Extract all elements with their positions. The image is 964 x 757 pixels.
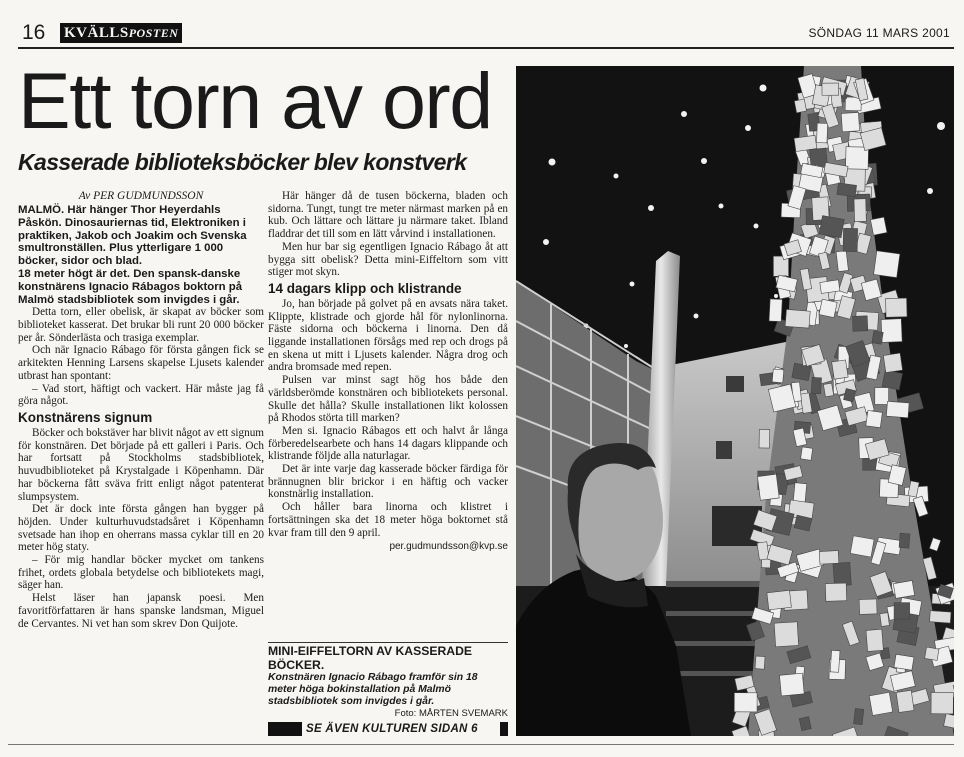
book-page bbox=[883, 353, 902, 372]
paragraph: Böcker och bokstäver har blivit något av ett signum för konstnären. Det började på ett galleri i Paris. Och har fortsatt på Stockholms stadsbibliotek, huvudbiblioteket på Krystalgade i Köpenhamn. Där har böckerna fått sväva fritt enligt något patenterat slumpsystem. bbox=[18, 427, 264, 503]
book-page bbox=[866, 410, 883, 427]
photo-credit: Foto: MÅRTEN SVEMARK bbox=[394, 708, 508, 720]
book-page bbox=[872, 331, 883, 344]
book-page bbox=[755, 656, 765, 669]
paragraph: Här hänger då de tusen böckerna, bladen och sidorna. Tungt, tungt tre meter närmast marken på en kub. Och lättare och lättare ju närmare taket. Ibland fladdrar det till som en lätt vårvind i installationen. bbox=[268, 190, 508, 241]
section-heading: 14 dagars klipp och klistrande bbox=[268, 280, 462, 296]
book-page bbox=[830, 650, 840, 672]
book-page bbox=[817, 123, 828, 143]
lead-paragraph-2: 18 meter högt är det. Den spansk-danske konstnärens Ignacio Rábagos boktorn på Malmö stadsbibliotek som invigdes i går. bbox=[18, 267, 243, 306]
book-page bbox=[794, 99, 806, 113]
book-page bbox=[869, 692, 892, 715]
book-page bbox=[825, 583, 846, 601]
paragraph: – För mig handlar böcker mycket om tankens frihet, ordets globala betydelse och bibliotekets magi, säger han. bbox=[18, 554, 264, 592]
book-page bbox=[822, 83, 839, 95]
footer-rule bbox=[8, 744, 954, 745]
caption-rule bbox=[268, 642, 508, 643]
paragraph: Men hur bar sig egentligen Ignacio Rábago åt att bygga sitt obelisk? Detta mini-Eiffeltorn som vitt stiger mot skyn. bbox=[268, 240, 508, 279]
book-page bbox=[734, 693, 757, 712]
book-page bbox=[930, 611, 952, 623]
article-photo bbox=[516, 66, 954, 736]
book-page bbox=[931, 692, 953, 713]
paragraph: Men si. Ignacio Rábagos ett och halvt år långa förberedelsearbete och hans 14 dagars klippande och klistrande följde alla naturlagar. bbox=[268, 424, 508, 463]
book-page bbox=[823, 383, 833, 397]
paragraph: Pulsen var minst sagt hög hos både den världsberömde konstnären och bibliotekets personal. Skulle det hålla? Skulle installationen likt kolossen på Rhodos störta till marken? bbox=[268, 374, 508, 425]
book-page bbox=[772, 369, 784, 383]
ref-bar-left-block bbox=[268, 722, 302, 736]
book-page bbox=[833, 562, 851, 586]
photo-caption bbox=[268, 645, 508, 720]
book-page bbox=[845, 97, 861, 111]
caption-body: Konstnären Ignacio Rábago framför sin 18 meter höga bokinstallation på Malmö stadsbibliotek som invigdes i går. bbox=[268, 672, 478, 707]
book-page bbox=[836, 251, 848, 272]
book-page bbox=[875, 388, 889, 405]
book-page bbox=[881, 319, 902, 343]
byline: Av PER GUDMUNDSSON bbox=[78, 190, 204, 202]
book-page bbox=[854, 708, 864, 724]
book-page bbox=[894, 603, 910, 619]
book-tower-photo-icon bbox=[516, 66, 954, 736]
book-page bbox=[899, 533, 910, 548]
book-page bbox=[866, 629, 883, 651]
paragraph: Detta torn, eller obelisk, är skapat av böcker som biblioteket kasserat. Det brukar bli runt 20 000 böcker per år. Sönderlästa och trasiga exemplar. bbox=[18, 306, 264, 344]
book-page bbox=[819, 299, 837, 317]
book-page bbox=[896, 690, 914, 712]
book-page bbox=[882, 370, 902, 390]
caption-title: MINI-EIFFELTORN AV KASSERADE BÖCKER. bbox=[268, 644, 473, 672]
book-page bbox=[774, 622, 798, 647]
section-heading: Konstnärens signum bbox=[18, 410, 153, 425]
headline: Ett torn av ord bbox=[18, 56, 492, 145]
book-page bbox=[757, 474, 779, 500]
caption-text bbox=[268, 672, 508, 720]
book-page bbox=[886, 298, 907, 317]
page-number: 16 bbox=[22, 21, 46, 44]
paragraph: Och när Ignacio Rábago för första gången fick se arkitekten Henning Larsens skapelse Ljusets kalender utbrast han spontant: bbox=[18, 344, 264, 382]
paragraph: Helst läser han japansk poesi. Men favoritförfattaren är hans spanske landsman, Miguel de Cervantes. Ni vet han som skrev Don Quijote. bbox=[18, 592, 264, 630]
book-page bbox=[852, 316, 867, 331]
book-page bbox=[801, 447, 813, 460]
book-page bbox=[832, 360, 848, 379]
book-page bbox=[925, 647, 939, 660]
book-page bbox=[894, 654, 914, 670]
masthead-part2: POSTEN bbox=[128, 26, 179, 40]
book-page bbox=[769, 299, 782, 322]
book-page bbox=[811, 377, 821, 393]
book-page bbox=[874, 251, 900, 278]
paragraph: Det är dock inte första gången han bygger på höjden. Under kulturhuvudstadsåret i Köpenhamn svetsade han ihop en oherrans massa cyklar till en 20 meter hög staty. bbox=[18, 503, 264, 554]
book-page bbox=[870, 217, 887, 235]
book-page bbox=[859, 599, 877, 614]
book-page bbox=[837, 183, 857, 197]
book-page bbox=[880, 613, 890, 627]
book-page bbox=[810, 148, 828, 167]
book-page bbox=[819, 216, 844, 238]
book-page bbox=[820, 280, 840, 294]
article-column-middle bbox=[268, 190, 508, 553]
masthead-part1: KVÄLLS bbox=[64, 25, 129, 41]
book-page bbox=[819, 551, 839, 565]
book-page bbox=[886, 401, 909, 417]
paragraph: Och håller bara linorna och klistret i fortsättningen ska det 18 meter höga boktornet stå kvar fram till den 9 april. bbox=[268, 501, 508, 539]
book-page bbox=[785, 309, 810, 328]
cross-reference bbox=[268, 722, 508, 736]
book-page bbox=[850, 536, 874, 557]
article-column-left bbox=[18, 190, 264, 630]
masthead-logo bbox=[60, 23, 182, 43]
lead-paragraph-1: MALMÖ. Här hänger Thor Heyerdahls Påskön. Dinosauriernas tid, Elektroniken i praktiken, Jakob och Joakim och Svenska smultronställen. Plus ytterligare 1 000 böcker, sidor och blad. bbox=[18, 204, 247, 268]
book-page bbox=[841, 112, 859, 131]
cross-reference-label: SE ÄVEN KULTUREN SIDAN 6 bbox=[306, 723, 478, 735]
book-page bbox=[843, 228, 858, 251]
book-page bbox=[779, 673, 804, 696]
ref-bar-right-block bbox=[500, 722, 508, 736]
book-page bbox=[759, 429, 770, 448]
paragraph: Det är inte varje dag kasserade böcker färdiga för brännugnen blir brickor i en häftig och vacker konstnärlig installation. bbox=[268, 463, 508, 501]
issue-date: SÖNDAG 11 MARS 2001 bbox=[808, 26, 950, 40]
author-email: per.gudmundsson@kvp.se bbox=[389, 541, 508, 553]
book-page bbox=[893, 581, 914, 599]
paragraph: Jo, han började på golvet på en avsats nära taket. Klippte, klistrade och gjorde hål för nylonlinorna. Fäste sidorna och böckerna i linorna. Den då liggande installationen försågs med rep och drogs på en skena ut mitt i Ljusets kalender. Några drog och andra bromsade med repen. bbox=[268, 297, 508, 374]
paragraph: – Vad stort, häftigt och vackert. Här måste jag få göra något. bbox=[18, 382, 264, 408]
book-page bbox=[854, 199, 866, 222]
book-page bbox=[767, 590, 791, 610]
header-rule bbox=[18, 47, 954, 49]
subheadline: Kasserade biblioteksböcker blev konstverk bbox=[18, 149, 467, 175]
